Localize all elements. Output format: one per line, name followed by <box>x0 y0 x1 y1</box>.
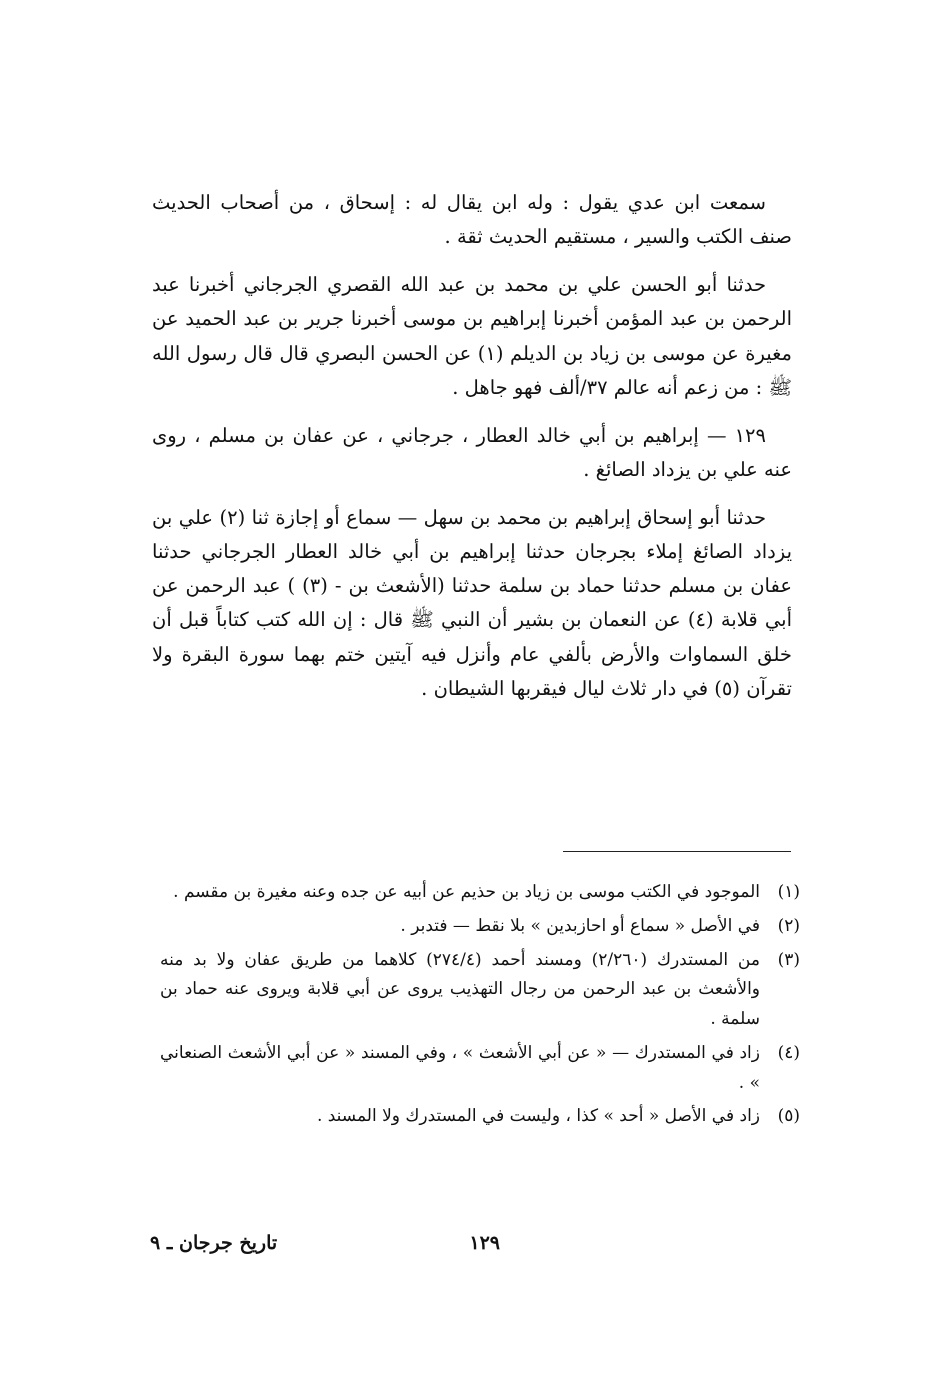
paragraph-entry-129: ١٢٩ — إبراهيم بن أبي خالد العطار ، جرجاني ، عن عفان بن مسلم ، روى عنه علي بن يزداد الصائغ . <box>152 423 792 481</box>
paragraph: حدثنا أبو إسحاق إبراهيم بن محمد بن سهل — سماع أو إجازة ثنا (٢) علي بن يزداد الصائغ إملاء بجرجان حدثنا إبراهيم بن أبي خالد العطار الجرجاني حدثنا عفان بن مسلم حدثنا حماد بن سلمة حدثنا (الأشعث بن - (٣) ) عبد الرحمن عن أبي قلابة (٤) عن النعمان بن بشير أن النبي ﷺ قال : إن الله كتب كتاباً قبل أن خلق السماوات والأرض بألفي عام وأنزل فيه آيتين ختم بهما سورة البقرة ولا تقرآن (٥) في دار ثلاث ليال فيقربها الشيطان . <box>152 506 792 700</box>
footnote <box>160 1102 800 1132</box>
paragraph: سمعت ابن عدي يقول : وله ابن يقال له : إسحاق ، من أصحاب الحديث صنف الكتب والسير ، مستقيم الحديث ثقة . <box>152 191 792 249</box>
book-signature: تاريخ جرجان ـ ٩ <box>150 1232 278 1254</box>
paragraph: حدثنا أبو الحسن علي بن محمد بن عبد الله القصري الجرجاني أخبرنا عبد الرحمن بن عبد المؤمن أخبرنا إبراهيم بن موسى أخبرنا جرير بن عبد الحميد عن مغيرة عن موسى بن زياد بن الديلم (١) عن الحسن البصري قال قال رسول الله ﷺ : من زعم أنه عالم ٣٧/ألف فهو جاهل . <box>152 273 792 399</box>
footnote-text: من المستدرك (٢/٢٦٠) ومسند أحمد (٢٧٤/٤) كلاهما من طريق عفان ولا بد منه والأشعث بن عبد الرحمن من رجال التهذيب يروى عن أبي قلابة ويروى عنه حماد بن سلمة . <box>160 949 760 1029</box>
main-text <box>152 186 792 720</box>
page-footer <box>150 1232 790 1264</box>
footnote <box>160 878 800 908</box>
footnote-number: (٣) <box>777 949 800 970</box>
footnote-text: زاد في الأصل « أحد » كذا ، وليست في المستدرك ولا المسند . <box>316 1106 760 1127</box>
footnote-text: الموجود في الكتب موسى بن زياد بن حذيم عن أبيه عن جده وعنه مغيرة بن مقسم . <box>173 882 760 902</box>
footnote-number: (٤) <box>777 1042 800 1063</box>
footnote <box>160 1039 800 1099</box>
footnote <box>160 912 800 942</box>
footnote-text: في الأصل « سماع أو احازبدين » بلا نقط — فتدبر . <box>400 915 760 936</box>
page-number: ١٢٩ <box>469 1232 500 1254</box>
footnote-number: (٥) <box>777 1106 800 1127</box>
footnote-number: (٢) <box>777 915 800 936</box>
footnote-number: (١) <box>777 882 800 902</box>
footnotes <box>160 878 800 1136</box>
footnote <box>160 946 800 1035</box>
footnote-text: زاد في المستدرك — « عن أبي الأشعث » ، وفي المسند « عن أبي الأشعث الصنعاني » . <box>160 1042 760 1093</box>
footnote-separator <box>563 851 791 852</box>
